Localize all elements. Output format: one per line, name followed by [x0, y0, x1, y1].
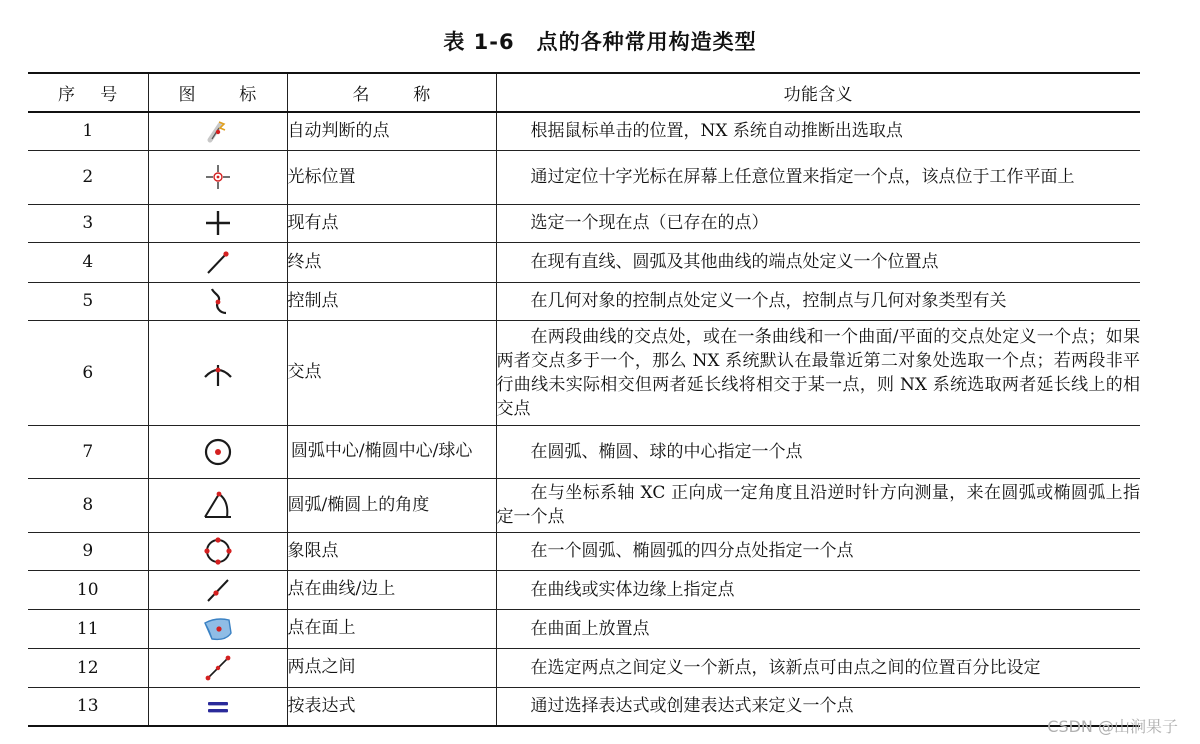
table-row — [28, 609, 1140, 648]
row-number: 9 — [28, 532, 148, 570]
arc-center-icon — [202, 436, 234, 468]
intersection-point-icon — [202, 357, 234, 389]
row-name: 控制点 — [287, 282, 496, 320]
table-row — [28, 648, 1140, 687]
table-header-row — [28, 73, 1140, 112]
point-on-curve-icon — [204, 576, 232, 604]
quadrant-point-icon — [202, 535, 234, 567]
header-function: 功能含义 — [496, 73, 1140, 112]
row-number: 10 — [28, 570, 148, 609]
row-name: 圆弧中心/椭圆中心/球心 — [290, 441, 473, 461]
row-name: 光标位置 — [287, 150, 496, 204]
row-number: 8 — [28, 478, 148, 532]
row-function: 在两段曲线的交点处，或在一条曲线和一个曲面/平面的交点处定义一个点；如果两者交点多于一个，那么 NX 系统默认在最靠近第二对象处选取一个点；若两段非平行曲线未实际相交但两者延长线将相交于某一点，则 NX 系统选取两者延长线上的相交点 — [496, 326, 1140, 419]
row-number: 3 — [28, 204, 148, 242]
row-name: 终点 — [287, 242, 496, 282]
row-name: 点在面上 — [287, 609, 496, 648]
table-title: 表 1-6 点的各种常用构造类型 — [443, 30, 757, 54]
header-name: 名称 — [287, 73, 496, 112]
row-name: 自动判断的点 — [287, 112, 496, 150]
between-two-points-icon — [203, 654, 233, 682]
point-on-face-icon — [202, 615, 234, 643]
header-number: 序号 — [28, 73, 148, 112]
row-name: 点在曲线/边上 — [287, 570, 496, 609]
cursor-location-icon — [204, 163, 232, 191]
row-function: 在圆弧、椭圆、球的中心指定一个点 — [530, 441, 803, 462]
row-function: 通过定位十字光标在屏幕上任意位置来指定一个点，该点位于工作平面上 — [530, 167, 1075, 187]
table-row — [28, 425, 1140, 478]
row-name: 两点之间 — [287, 648, 496, 687]
row-number: 7 — [28, 425, 148, 478]
row-number: 12 — [28, 648, 148, 687]
row-function: 在与坐标系轴 XC 正向成一定角度且沿逆时针方向测量，来在圆弧或椭圆弧上指定一个点 — [496, 483, 1140, 527]
row-number: 1 — [28, 112, 148, 150]
row-number: 13 — [28, 687, 148, 726]
table-row — [28, 570, 1140, 609]
row-number: 5 — [28, 282, 148, 320]
inferred-point-icon — [206, 119, 230, 143]
row-function: 选定一个现在点（已存在的点） — [530, 213, 769, 233]
control-point-icon — [204, 286, 232, 316]
row-number: 4 — [28, 242, 148, 282]
row-number: 11 — [28, 609, 148, 648]
row-function: 在现有直线、圆弧及其他曲线的端点处定义一个位置点 — [530, 252, 939, 272]
existing-point-icon — [203, 208, 233, 238]
row-function: 在选定两点之间定义一个新点，该新点可由点之间的位置百分比设定 — [530, 657, 1041, 678]
table-row — [28, 320, 1140, 425]
row-number: 6 — [28, 320, 148, 425]
table-row — [28, 242, 1140, 282]
row-function: 在曲线或实体边缘上指定点 — [530, 579, 735, 600]
row-name: 象限点 — [287, 532, 496, 570]
watermark: CSDN @山涧果子 — [1047, 717, 1178, 736]
end-point-icon — [204, 248, 232, 276]
row-function: 通过选择表达式或创建表达式来定义一个点 — [530, 696, 854, 717]
table-row — [28, 112, 1140, 150]
table-row — [28, 150, 1140, 204]
angle-on-arc-icon — [201, 489, 235, 521]
table-row — [28, 204, 1140, 242]
row-function: 在曲面上放置点 — [530, 618, 650, 639]
by-expression-icon — [205, 697, 231, 717]
point-types-table — [28, 72, 1140, 727]
row-name: 圆弧/椭圆上的角度 — [287, 478, 496, 532]
table-row — [28, 478, 1140, 532]
table-row — [28, 282, 1140, 320]
row-name: 按表达式 — [287, 687, 496, 726]
header-icon: 图标 — [148, 73, 287, 112]
row-name: 交点 — [287, 320, 496, 425]
row-function: 根据鼠标单击的位置，NX 系统自动推断出选取点 — [530, 121, 903, 142]
row-number: 2 — [28, 150, 148, 204]
table-row — [28, 532, 1140, 570]
row-name: 现有点 — [287, 204, 496, 242]
row-function: 在一个圆弧、椭圆弧的四分点处指定一个点 — [530, 541, 854, 561]
row-function: 在几何对象的控制点处定义一个点，控制点与几何对象类型有关 — [530, 291, 1007, 311]
table-row — [28, 687, 1140, 726]
